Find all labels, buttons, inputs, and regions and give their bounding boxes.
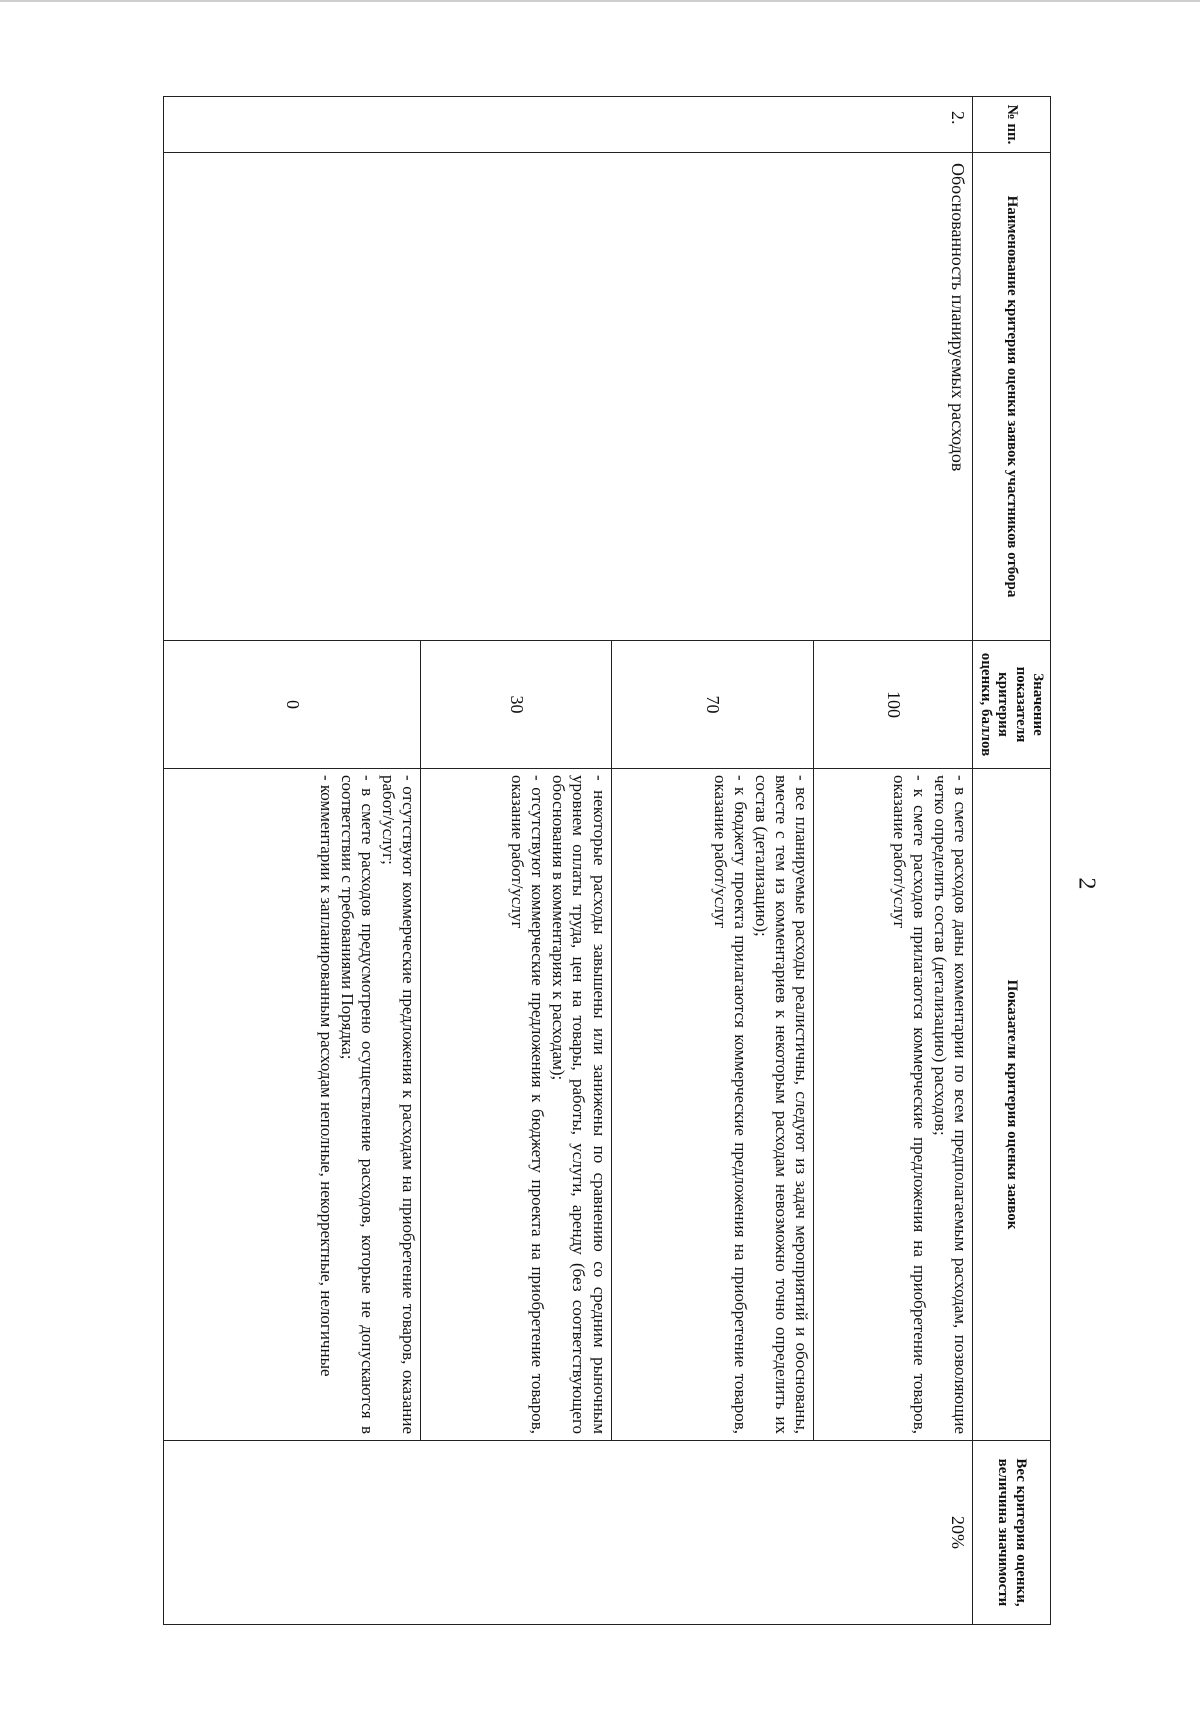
indicator-line: - в смете расходов даны комментарии по всем предполагаемым расходам, позволяющие четко определить состав (детализацию) расходов; <box>930 775 970 1434</box>
criterion-weight: 20% <box>164 1441 973 1625</box>
indicator-line: - отсутствуют коммерческие предложения к расходам на приобретение товаров, оказание работ/услуг; <box>378 775 418 1434</box>
indicator-cell <box>420 769 611 1441</box>
indicator-line: - к бюджету проекта прилагаются коммерческие предложения на приобретение товаров, оказание работ/услуг <box>710 775 751 1434</box>
indicator-line: - комментарии к запланированным расходам неполные, некорректные, нелогичные <box>317 775 337 1377</box>
indicator-line: - некоторые расходы завышены или занижены по сравнению со средним рыночным уровнем оплаты труда, цен на товары, работы, услуги, аренду (без соответствующего обоснования в комментариях к расходам); <box>548 775 609 1434</box>
criterion-number: 2. <box>164 97 973 153</box>
table-row <box>814 97 973 1625</box>
header-num: № пп. <box>973 97 1051 153</box>
table-header-row <box>973 97 1051 1625</box>
score-value: 70 <box>611 641 814 769</box>
criteria-table-rotated <box>163 96 1051 1624</box>
scan-edge-line <box>0 0 1200 2</box>
indicator-cell <box>611 769 814 1441</box>
criterion-name: Обоснованность планируемых расходов <box>164 153 973 641</box>
header-weight: Вес критерия оценки, величина значимости <box>973 1441 1051 1625</box>
header-score-value: Значение показателя критерия оценки, баллов <box>973 641 1051 769</box>
score-value: 30 <box>420 641 611 769</box>
header-indicators: Показатели критерия оценки заявок <box>973 769 1051 1441</box>
header-criterion-name: Наименование критерия оценки заявок участников отбора <box>973 153 1051 641</box>
indicator-cell <box>814 769 973 1441</box>
indicator-line: - все планируемые расходы реалистичны, следуют из задач мероприятий и обоснованы, вместе с тем из комментариев к некоторым расходам невозможно точно определить их состав (детализацию); <box>751 775 812 1434</box>
score-value: 0 <box>164 641 421 769</box>
indicator-line: - отсутствуют коммерческие предложения к бюджету проекта на приобретение товаров, оказание работ/услуг <box>507 775 548 1434</box>
score-value: 100 <box>814 641 973 769</box>
criteria-table <box>163 96 1051 1625</box>
indicator-cell <box>164 769 421 1441</box>
indicator-line: - к смете расходов прилагаются коммерческие предложения на приобретение товаров, оказание работ/услуг <box>889 775 930 1434</box>
indicator-line: - в смете расходов предусмотрено осуществление расходов, которые не допускаются в соответствии с требованиями Порядка; <box>337 775 378 1434</box>
page-number: 2 <box>1073 877 1100 890</box>
